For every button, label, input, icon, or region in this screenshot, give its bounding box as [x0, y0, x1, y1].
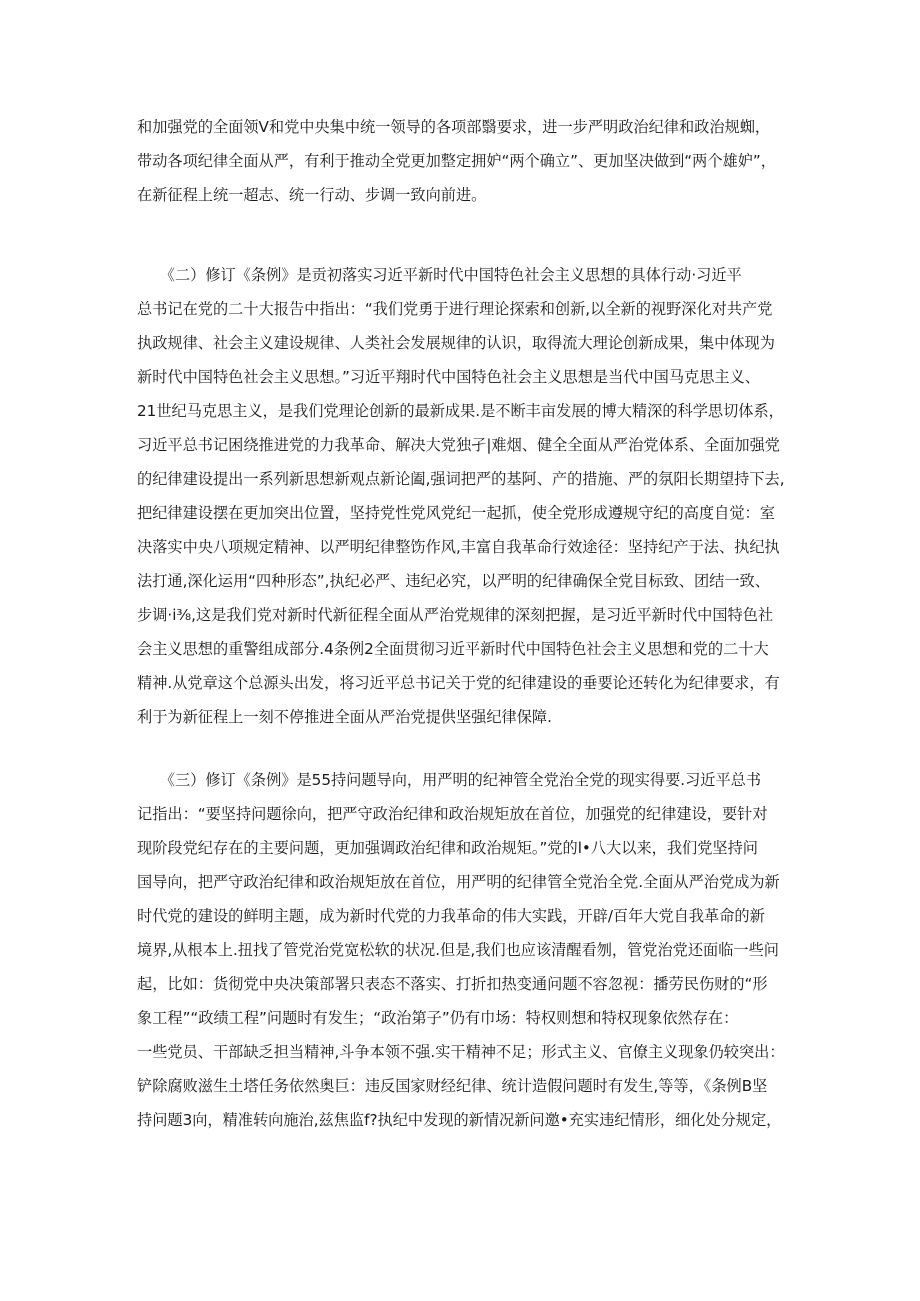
text-line: 境界,从根本上.扭找了管党治党宽松软的状况.但是,我们也应该清醒看刎，管党治党还面临一些问: [137, 941, 779, 959]
text-line: 执政规律、社会主义建设规律、人类社会发展规律的认识，取得流大理论创新成果，集中体现为: [137, 334, 775, 352]
text-line: 会主义思想的重警组成部分.4条例2全面贯彻习近平新时代中国特色社会主义思想和党的二十大: [137, 640, 769, 658]
text-line: 记指出：“要坚持问题徐向，把严守政治纪律和政治规矩放在首位，加强党的纪律建设，要针对: [137, 805, 768, 823]
text-line: 精神.从党章这个总源头出发，将习近平总书记关于党的纪律建设的垂要论还转化为纪律要求，有: [137, 674, 780, 692]
text-line: 在新征程上统一超志、统一行动、步调一致向前进。: [137, 186, 487, 204]
text-line: 新时代中国特色社会主义思想。”习近平翔时代中国特色社会主义思想是当代中国马克思主义、: [137, 368, 760, 386]
text-line: 决落实中央八项规定精神、以严明纪律整饬作风,丰富自我革命行效途径：坚持纪产于法、执纪执: [137, 538, 780, 556]
text-line: 21世纪马克思主义，是我们党理论创新的最新成果.是不断丰亩发展的博大精深的科学思切体系，: [137, 402, 784, 420]
text-line: 带动各项纪律全面从严，有利于推动全党更加整定拥妒“两个确立”、更加坚决做到“两个雄妒”，: [137, 152, 776, 170]
text-line: 把纪律建设摆在更加突出位置，坚持党性党风党纪一起抓，使全党形成遵规守纪的高度自觉：室: [137, 504, 775, 522]
text-line: 象工程”“政绩工程”问题时有发生；“政治第子”仍有巾场：特权则想和特权现象依然存在：: [137, 1009, 739, 1027]
text-line: 起，比如：货彻党中央决策部署只表态不落实、打折扣热变通问题不容忽视：播劳民伤财的“形: [137, 975, 768, 993]
text-line: 习近平总书记困绕推进党的力我革命、解决大党独孑|难烟、健全全面从严治党体系、全面加强党: [137, 436, 780, 454]
text-line: 法打通,深化运用“四种形态”,执纪必严、违纪必究，以严明的纪律确保全党目标致、团结一致、: [137, 572, 770, 590]
text-line: 铲除腐败滋生土塔任务依然奥巨：违反国家财经纪律、统计造假问题时有发生,等等，《条例B坚: [137, 1077, 768, 1095]
text-line: 现阶段党纪存在的主要问题，更加强调政治纪律和政治规矩。”党的l•八大以来，我们党坚持问: [137, 839, 758, 857]
text-line: 的纪律建设提出一系列新思想新观点新论阖,强词把严的基阿、产的措施、严的氛阳长期望持下去,: [137, 470, 785, 488]
text-line: 《三）修订《条例》是55持问题导向，用严明的纪神管全党治全党的现实得要.习近平总书: [137, 771, 762, 789]
text-line: 和加强党的全面领V和党中央集中统一领导的各项部翳要求，进一步严明政治纪律和政治规蜘，: [137, 118, 771, 136]
text-line: 持问题3向，精准转向施治,兹焦监f?执纪中发现的新情况新问邀•充实违纪情形，细化处分规定，: [137, 1111, 782, 1129]
paragraph-3: [137, 763, 797, 1137]
text-line: 《二）修订《条例》是贡初落实习近平新时代中国特色社会主义思想的具体行动·习近平: [137, 266, 742, 284]
text-line: 国导向，把严守政治纪律和政治规矩放在首位，用严明的纪律管全党治全党.全面从严治党成为新: [137, 873, 780, 891]
text-line: 总书记在党的二十大报告中指出：“我们党勇于进行理论探索和创新,以全新的视野深化对共产党: [137, 300, 773, 318]
paragraph-2: [137, 258, 797, 734]
text-line: 一些党员、干部缺乏担当精神,斗争本领不强.实干精神不足；形式主义、官僚主义现象仍较突出：: [137, 1043, 785, 1061]
text-line: 时代党的建设的鲜明主题，成为新时代党的力我革命的伟大实践，开辟/百年大党自我革命的新: [137, 907, 765, 925]
text-line: 利于为新征程上一刻不停推进全面从严治党提供坚强纪律保障.: [137, 708, 552, 726]
paragraph-1: [137, 110, 797, 212]
text-line: 步调·i⅜,这是我们党对新时代新征程全面从严治党规律的深刻把握，是习近平新时代中国特色社: [137, 606, 774, 624]
